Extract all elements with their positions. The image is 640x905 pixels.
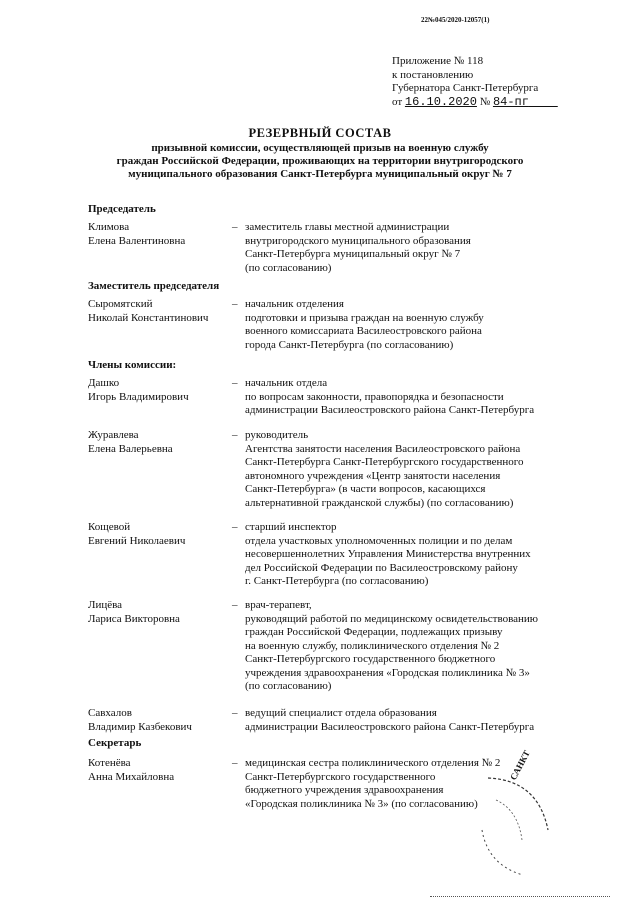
dash: – [232,757,238,769]
role-line: подготовки и призыва граждан на военную службу [245,311,484,324]
appendix-line: к постановлению [392,68,474,81]
dash: – [232,221,238,233]
role-line: граждан Российской Федерации, подлежащих призыву [245,626,503,638]
role-line: Санкт-Петербургского государственного [245,770,436,783]
member-surname: Кощевой [88,521,131,533]
role-line: дел Российской Федерации по Василеостровскому району [245,561,518,574]
role-line: администрации Василеостровского района Санкт-Петербурга [245,720,535,733]
dash: – [232,298,238,310]
role-line: по вопросам законности, правопорядка и безопасности [245,390,504,403]
member-name [88,707,192,734]
dash: – [232,707,238,719]
role-line: на военную службу, поликлинического отделения № 2 [245,639,500,652]
role-line: начальник отделения [245,298,344,310]
member-role [245,707,534,734]
role-line: Санкт-Петербурга» (в части вопросов, касающихся [245,483,486,495]
role-line: администрации Василеостровского района Санкт-Петербурга [245,404,535,416]
role-line: заместитель главы местной администрации [245,221,450,233]
official-seal [478,770,554,880]
member-role [245,298,484,352]
seal-arc [488,778,548,830]
appendix-date-line [392,96,558,110]
seal-text: САНКТ [508,748,532,782]
member-name [88,377,189,404]
dash: – [232,521,238,533]
member-given-names: Лариса Викторовна [88,612,180,625]
member-surname: Журавлева [88,429,139,441]
role-line: Санкт-Петербурга муниципальный округ № 7 [245,248,461,260]
dash: – [232,429,238,441]
member-given-names: Елена Валентиновна [88,234,186,247]
member-surname: Лицёва [88,599,123,611]
doc-subtitle: призывной комиссии, осуществляющей призыв на военную службу [151,142,489,154]
member-given-names: Николай Константинович [88,311,209,324]
appendix-no: № [479,95,491,108]
member-surname: Сыромятский [88,298,153,310]
appendix-line: Приложение № 118 [392,55,484,67]
role-line: ведущий специалист отдела образования [245,707,437,719]
role-line: врач-терапевт, [245,599,312,611]
doc-title: РЕЗЕРВНЫЙ СОСТАВ [248,126,392,140]
section-deputy: Заместитель председателя [88,280,220,292]
doc-subtitle: граждан Российской Федерации, проживающих на территории внутригородского [116,155,524,167]
role-line: начальник отдела [245,377,328,389]
section-chairman: Председатель [88,203,156,215]
seal-arc [496,800,522,840]
role-line: отдела участковых уполномоченных полиции и по делам [245,534,513,547]
member-role [245,429,524,510]
member-role [245,757,500,811]
role-line: Санкт-Петербургского государственного бюджетного [245,653,496,665]
member-name [88,757,174,784]
member-name [88,429,173,456]
member-role [245,377,534,418]
role-line: (по согласованию) [245,680,332,692]
role-line: руководящий работой по медицинскому освидетельствованию [245,612,539,625]
member-surname: Дашко [88,377,120,389]
member-name [88,221,185,248]
member-role [245,599,538,694]
member-surname: Котенёва [88,757,131,769]
role-line: руководитель [245,429,309,441]
member-surname: Савхалов [88,707,132,719]
member-name [88,599,180,626]
appendix-from: от [392,95,403,108]
document-number: 22№045/2020-12057(1) [421,16,490,24]
member-given-names: Игорь Владимирович [88,390,189,403]
seal-arc [482,830,523,875]
role-line: бюджетного учреждения здравоохранения [245,784,444,796]
member-given-names: Анна Михайловна [88,770,175,783]
role-line: несовершеннолетних Управления Министерства внутренних [245,548,531,560]
member-name [88,521,185,548]
role-line: «Городская поликлиника № 3» (по согласованию) [245,797,478,810]
footer-line [430,896,610,898]
role-line: автономного учреждения «Центр занятости населения [245,469,501,482]
role-line: (по согласованию) [245,261,332,274]
member-name [88,298,208,325]
appendix-number: 84-пг [492,94,529,109]
member-role [245,521,531,589]
role-line: Агентства занятости населения Василеостровского района [245,442,521,455]
section-secretary: Секретарь [88,737,142,749]
member-given-names: Владимир Казбекович [88,720,192,733]
member-given-names: Елена Валерьевна [88,442,173,455]
role-line: военного комиссариата Василеостровского района [245,325,482,337]
doc-subtitle: муниципального образования Санкт-Петербурга муниципальный округ № 7 [128,168,512,180]
appendix-line: Губернатора Санкт-Петербурга [392,82,539,94]
role-line: Санкт-Петербурга Санкт-Петербургского государственного [245,456,524,468]
appendix-date: 16.10.2020 [404,94,477,109]
appendix-block [392,55,558,109]
role-line: старший инспектор [245,521,337,533]
role-line: учреждения здравоохранения «Городская поликлиника № 3» [245,666,530,679]
role-line: альтернативной гражданской службы) (по согласованию) [245,496,514,509]
dash: – [232,599,238,611]
role-line: города Санкт-Петербурга (по согласованию) [245,338,454,351]
member-role [245,221,471,275]
role-line: внутригородского муниципального образования [245,234,471,247]
member-given-names: Евгений Николаевич [88,534,186,547]
section-members: Члены комиссии: [88,359,177,371]
role-line: г. Санкт-Петербурга (по согласованию) [245,575,429,587]
role-line: медицинская сестра поликлинического отделения № 2 [245,757,501,769]
member-surname: Климова [88,221,130,233]
dash: – [232,377,238,389]
